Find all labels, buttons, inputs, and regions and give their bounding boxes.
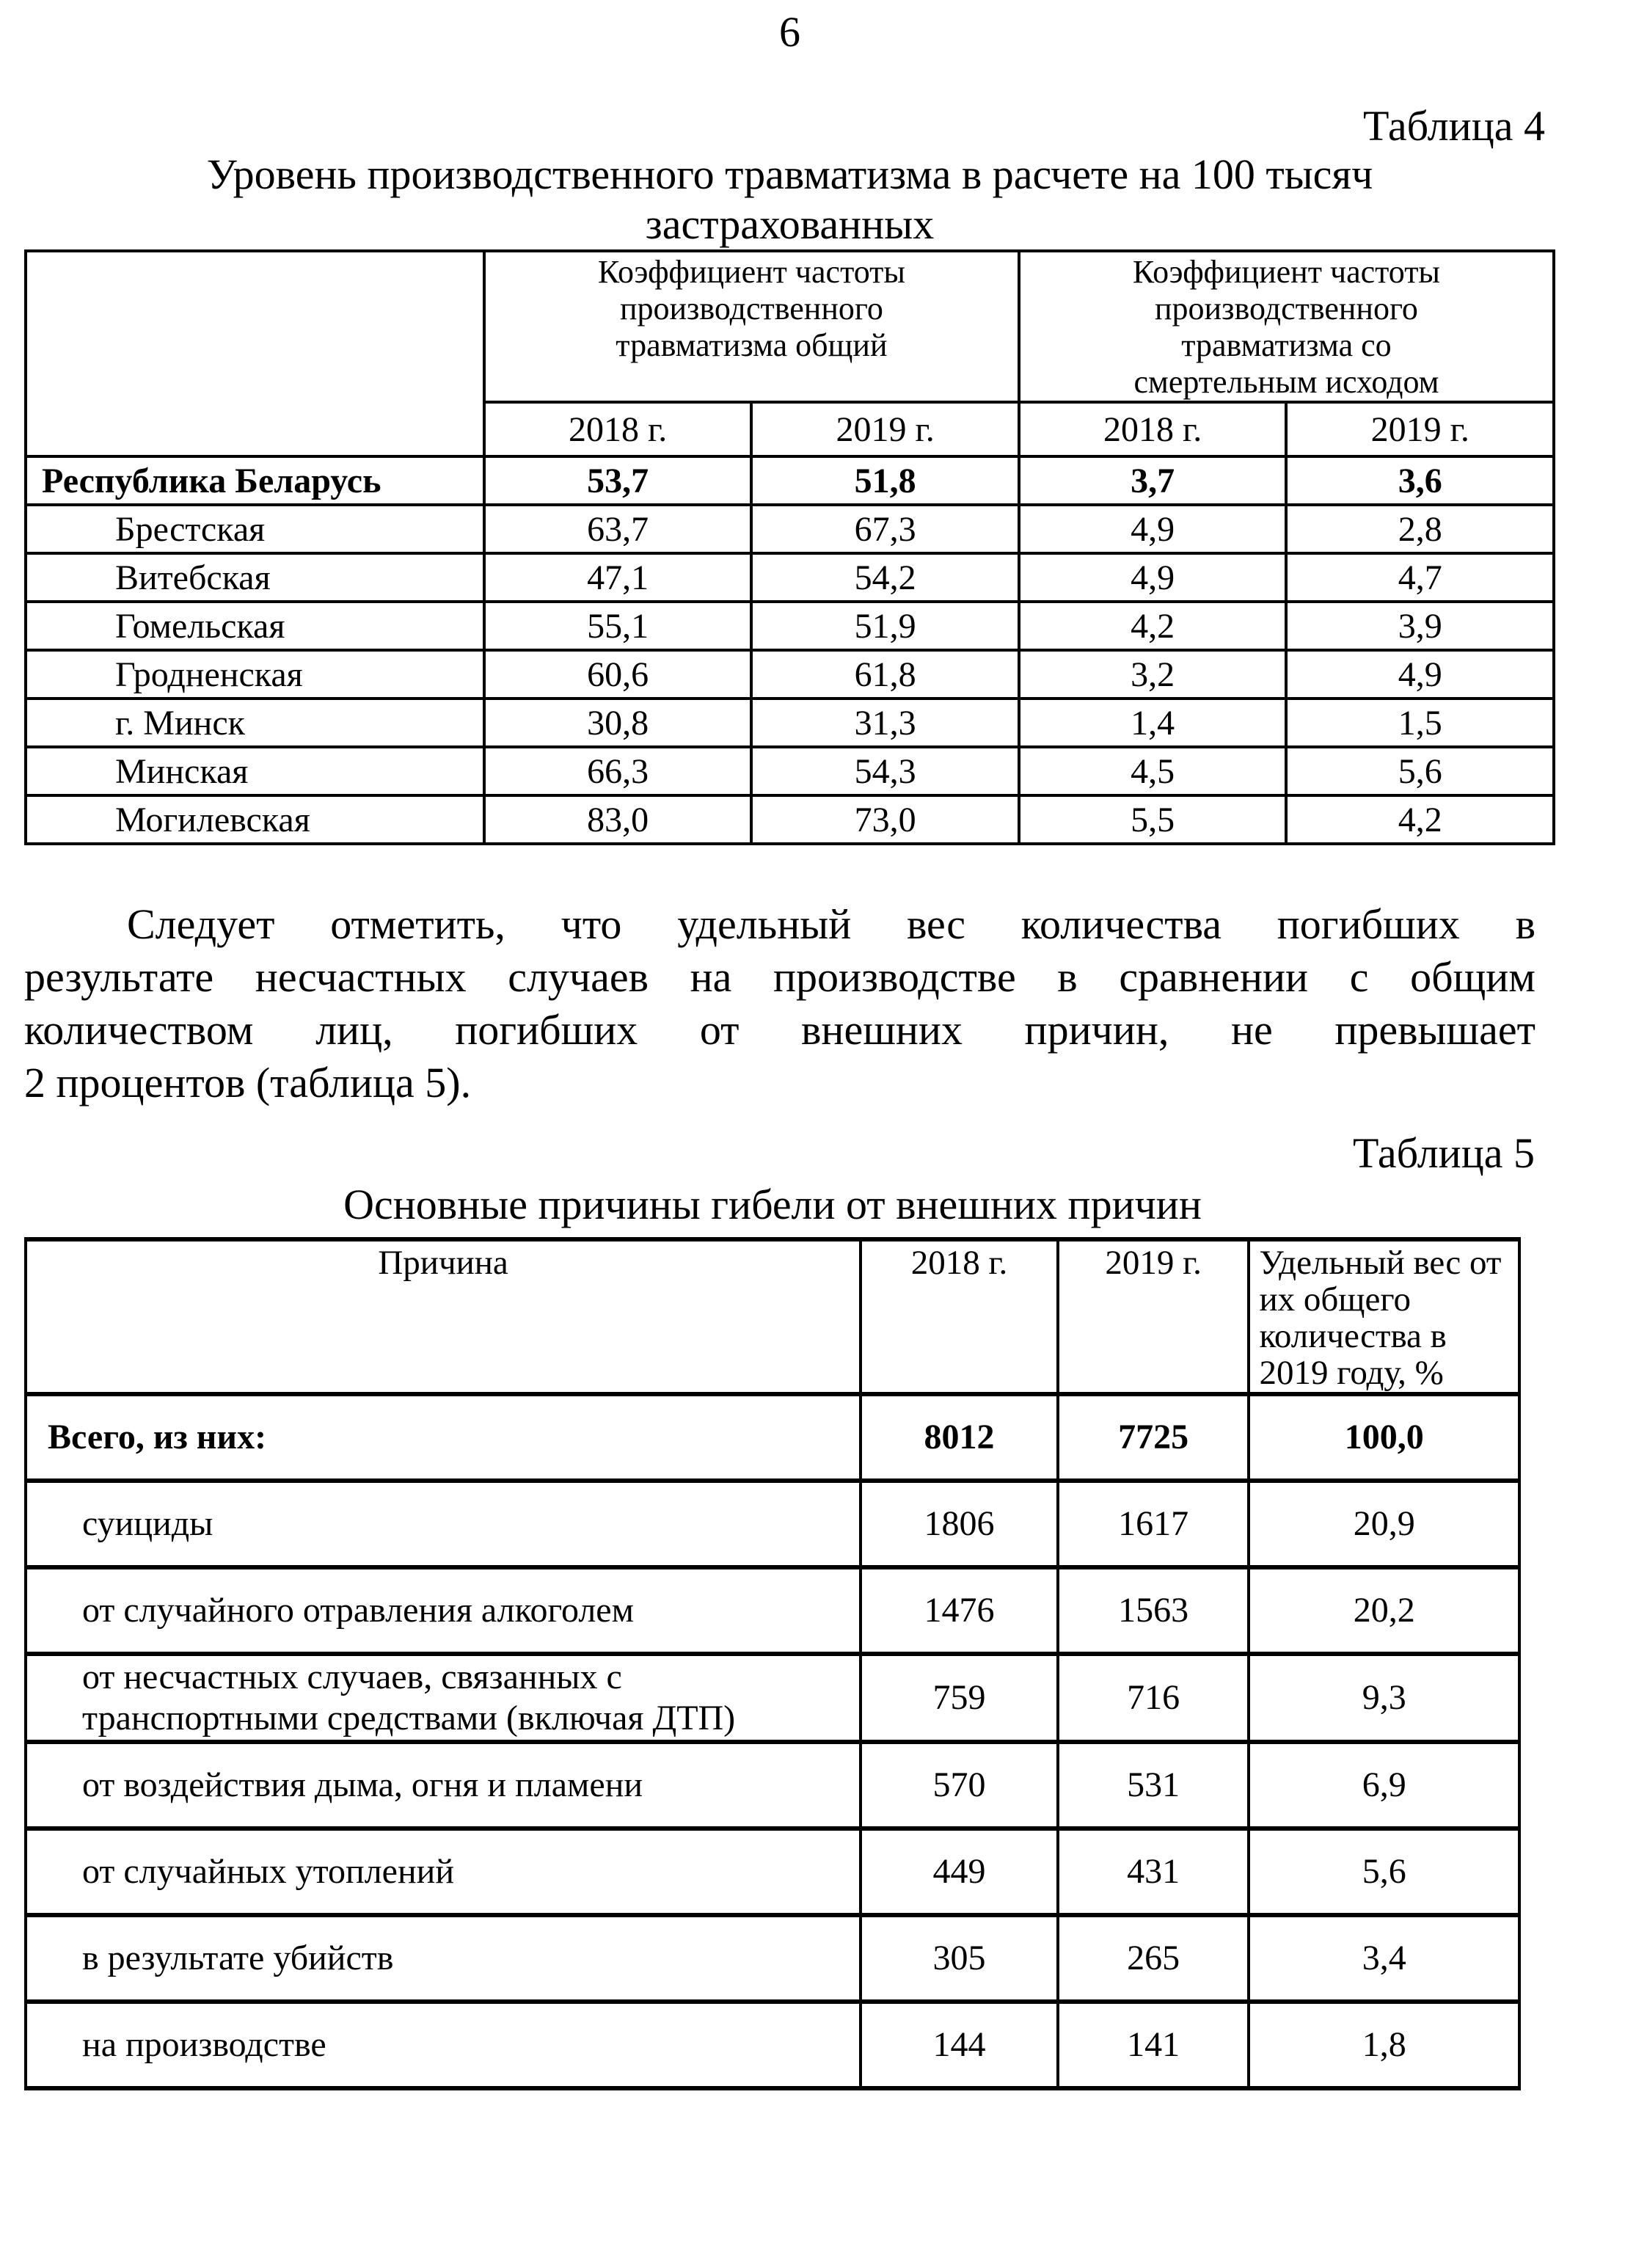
value-cell: 265 — [1058, 1915, 1249, 2002]
injury-rate-table — [24, 249, 1555, 845]
table4-title-line1: Уровень производственного травматизма в расчете на 100 тысяч — [206, 150, 1373, 198]
table4-caption: Таблица 4 — [1362, 102, 1545, 150]
cause-cell: от несчастных случаев, связанных с транспортными средствами (включая ДТП) — [26, 1654, 861, 1742]
value-cell: 4,9 — [1019, 553, 1287, 602]
table-row — [26, 1828, 1519, 1915]
value-cell: 55,1 — [484, 602, 752, 650]
paragraph-line: Следует отметить, что удельный вес количества погибших в — [127, 900, 1535, 948]
value-cell: 8012 — [861, 1394, 1058, 1481]
value-cell: 83,0 — [484, 795, 752, 844]
cause-cell: на производстве — [26, 2002, 861, 2088]
value-cell: 1,5 — [1286, 699, 1554, 747]
death-causes-table — [24, 1237, 1521, 2090]
value-cell: 3,9 — [1286, 602, 1554, 650]
region-cell: Гомельская — [26, 602, 484, 650]
cause-cell: в результате убийств — [26, 1915, 861, 2002]
value-cell: 31,3 — [751, 699, 1019, 747]
value-cell: 30,8 — [484, 699, 752, 747]
region-cell: Брестская — [26, 505, 484, 553]
value-cell: 141 — [1058, 2002, 1249, 2088]
share-header: Удельный вес от их общего количества в 2019 году, % — [1249, 1239, 1519, 1394]
value-cell: 5,6 — [1286, 747, 1554, 795]
year-header: 2019 г. — [1286, 402, 1554, 456]
value-cell: 759 — [861, 1654, 1058, 1742]
cause-cell: от случайных утоплений — [26, 1828, 861, 1915]
region-cell: Республика Беларусь — [26, 456, 484, 505]
table5-block — [24, 1181, 1521, 2090]
value-cell: 4,2 — [1019, 602, 1287, 650]
year-header: 2018 г. — [1019, 402, 1287, 456]
value-cell: 1,8 — [1249, 2002, 1519, 2088]
body-paragraph — [24, 898, 1535, 1109]
table-row — [26, 505, 1554, 553]
value-cell: 3,4 — [1249, 1915, 1519, 2002]
table-row — [26, 1481, 1519, 1567]
table-row — [26, 1394, 1519, 1481]
value-cell: 144 — [861, 2002, 1058, 2088]
cause-cell: от случайного отравления алкоголем — [26, 1567, 861, 1654]
table-row — [26, 650, 1554, 699]
table-header-row — [26, 1239, 1519, 1394]
value-cell: 4,9 — [1286, 650, 1554, 699]
value-cell: 716 — [1058, 1654, 1249, 1742]
cause-cell: суициды — [26, 1481, 861, 1567]
column-group-fatal: Коэффициент частоты производственного травматизма со смертельным исходом — [1019, 251, 1554, 402]
table4-title-line2: застрахованных — [645, 200, 935, 248]
cause-header: Причина — [26, 1239, 861, 1394]
value-cell: 51,8 — [751, 456, 1019, 505]
table4-title — [24, 150, 1555, 249]
value-cell: 100,0 — [1249, 1394, 1519, 1481]
value-cell: 51,9 — [751, 602, 1019, 650]
region-cell: Гродненская — [26, 650, 484, 699]
table-row — [26, 1567, 1519, 1654]
value-cell: 4,7 — [1286, 553, 1554, 602]
region-cell: Витебская — [26, 553, 484, 602]
paragraph-line: количеством лиц, погибших от внешних причин, не превышает — [24, 1006, 1535, 1054]
year-header: 2019 г. — [751, 402, 1019, 456]
value-cell: 2,8 — [1286, 505, 1554, 553]
page-content — [24, 0, 1555, 2090]
table-row — [26, 456, 1554, 505]
value-cell: 53,7 — [484, 456, 752, 505]
value-cell: 3,7 — [1019, 456, 1287, 505]
table-row — [26, 602, 1554, 650]
value-cell: 54,2 — [751, 553, 1019, 602]
region-cell: Могилевская — [26, 795, 484, 844]
value-cell: 531 — [1058, 1742, 1249, 1828]
value-cell: 6,9 — [1249, 1742, 1519, 1828]
cause-cell: Всего, из них: — [26, 1394, 861, 1481]
paragraph-line: результате несчастных случаев на производстве в сравнении с общим — [24, 953, 1535, 1001]
table-row — [26, 699, 1554, 747]
value-cell: 431 — [1058, 1828, 1249, 1915]
year-header: 2018 г. — [861, 1239, 1058, 1394]
table-row — [26, 1742, 1519, 1828]
value-cell: 3,6 — [1286, 456, 1554, 505]
region-cell: г. Минск — [26, 699, 484, 747]
value-cell: 570 — [861, 1742, 1058, 1828]
value-cell: 73,0 — [751, 795, 1019, 844]
table-row — [26, 795, 1554, 844]
table-row — [26, 747, 1554, 795]
value-cell: 66,3 — [484, 747, 752, 795]
value-cell: 20,2 — [1249, 1567, 1519, 1654]
value-cell: 9,3 — [1249, 1654, 1519, 1742]
table-row — [26, 553, 1554, 602]
value-cell: 60,6 — [484, 650, 752, 699]
value-cell: 54,3 — [751, 747, 1019, 795]
year-header: 2019 г. — [1058, 1239, 1249, 1394]
stub-cell — [26, 251, 484, 456]
value-cell: 47,1 — [484, 553, 752, 602]
cause-cell: от воздействия дыма, огня и пламени — [26, 1742, 861, 1828]
year-header: 2018 г. — [484, 402, 752, 456]
table5-title: Основные причины гибели от внешних причин — [343, 1181, 1202, 1228]
table-row — [26, 1915, 1519, 2002]
table-header-row — [26, 251, 1554, 402]
value-cell: 1,4 — [1019, 699, 1287, 747]
value-cell: 3,2 — [1019, 650, 1287, 699]
value-cell: 20,9 — [1249, 1481, 1519, 1567]
paragraph-line: 2 процентов (таблица 5). — [24, 1059, 472, 1106]
value-cell: 4,5 — [1019, 747, 1287, 795]
value-cell: 1806 — [861, 1481, 1058, 1567]
column-group-total: Коэффициент частоты производственного травматизма общий — [484, 251, 1019, 402]
value-cell: 7725 — [1058, 1394, 1249, 1481]
value-cell: 1563 — [1058, 1567, 1249, 1654]
region-cell: Минская — [26, 747, 484, 795]
value-cell: 4,9 — [1019, 505, 1287, 553]
value-cell: 61,8 — [751, 650, 1019, 699]
value-cell: 5,5 — [1019, 795, 1287, 844]
value-cell: 305 — [861, 1915, 1058, 2002]
value-cell: 67,3 — [751, 505, 1019, 553]
value-cell: 1617 — [1058, 1481, 1249, 1567]
value-cell: 5,6 — [1249, 1828, 1519, 1915]
value-cell: 1476 — [861, 1567, 1058, 1654]
table5-caption: Таблица 5 — [1352, 1129, 1535, 1177]
page-number: 6 — [779, 8, 800, 56]
value-cell: 63,7 — [484, 505, 752, 553]
value-cell: 449 — [861, 1828, 1058, 1915]
table-row — [26, 1654, 1519, 1742]
value-cell: 4,2 — [1286, 795, 1554, 844]
table-row — [26, 2002, 1519, 2088]
